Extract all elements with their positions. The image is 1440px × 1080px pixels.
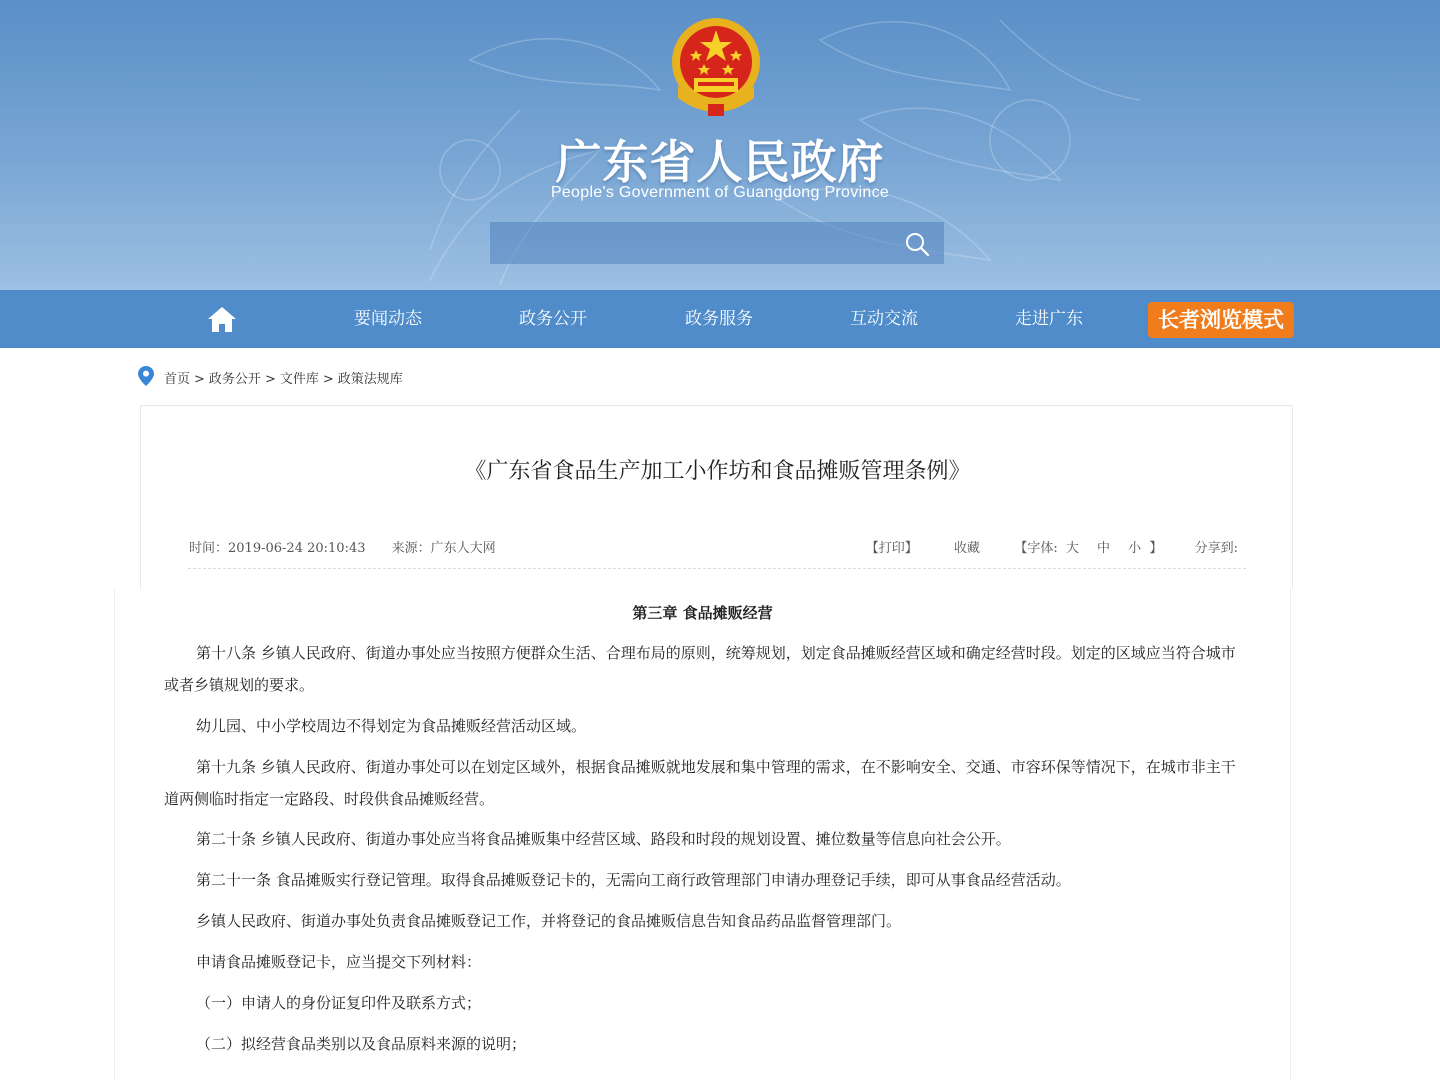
breadcrumb-home[interactable]: 首页: [164, 372, 191, 387]
source-value: 广东人大网: [430, 541, 496, 556]
article-header-panel: [140, 405, 1293, 589]
font-medium-button[interactable]: 中: [1097, 541, 1111, 556]
elder-mode-button[interactable]: 长者浏览模式: [1148, 302, 1294, 338]
publish-time-value: 2019-06-24 20:10:43: [228, 541, 366, 556]
location-pin-icon: [138, 366, 154, 386]
national-emblem-icon: [668, 16, 764, 120]
nav-item-gov-affairs[interactable]: 政务公开: [519, 309, 587, 329]
article-source: [392, 541, 496, 556]
search-input[interactable]: [490, 222, 890, 264]
paragraph: 第十九条 乡镇人民政府、街道办事处可以在划定区域外，根据食品摊贩就地发展和集中管理的需求，在不影响安全、交通、市容环保等情况下，在城市非主干道两侧临时指定一定路段、时段供食品摊贩经营。: [164, 758, 1236, 808]
search-box: [490, 222, 944, 264]
article-meta: [189, 537, 518, 556]
print-button[interactable]: 【打印】: [865, 541, 918, 556]
divider: [188, 568, 1246, 569]
breadcrumb-separator: >: [194, 372, 205, 387]
article-tools: [866, 537, 1238, 556]
paragraph: 第二十一条 食品摊贩实行登记管理。取得食品摊贩登记卡的，无需向工商行政管理部门申请办理登记手续，即可从事食品经营活动。: [196, 871, 1071, 889]
breadcrumb-gov-affairs[interactable]: 政务公开: [208, 372, 261, 387]
paragraph: 乡镇人民政府、街道办事处负责食品摊贩登记工作，并将登记的食品摊贩信息告知食品药品监督管理部门。: [196, 912, 902, 930]
publish-time: [189, 541, 366, 556]
font-size-label: 【字体:: [1014, 541, 1058, 556]
search-icon[interactable]: [904, 231, 930, 257]
breadcrumb-separator: >: [264, 372, 276, 387]
paragraph: （一）申请人的身份证复印件及联系方式；: [196, 994, 482, 1012]
font-size-end: 】: [1149, 541, 1163, 556]
main-nav: [0, 290, 1440, 348]
nav-item-interaction[interactable]: 互动交流: [850, 309, 918, 329]
font-small-button[interactable]: 小: [1128, 541, 1142, 556]
font-large-button[interactable]: 大: [1065, 541, 1079, 556]
nav-item-news[interactable]: 要闻动态: [354, 309, 422, 329]
chapter-heading: 第三章 食品摊贩经营: [632, 604, 773, 622]
site-header: [0, 0, 1440, 290]
nav-item-about-guangdong[interactable]: 走进广东: [1015, 309, 1083, 329]
home-icon[interactable]: [206, 305, 238, 333]
site-title: 广东省人民政府: [555, 135, 885, 189]
nav-item-services[interactable]: 政务服务: [685, 309, 753, 329]
article-title: 《广东省食品生产加工小作坊和食品摊贩管理条例》: [464, 459, 971, 484]
paragraph: （二）拟经营食品类别以及食品原料来源的说明；: [196, 1035, 527, 1053]
paragraph: 幼儿园、中小学校周边不得划定为食品摊贩经营活动区域。: [196, 717, 587, 735]
site-subtitle: People's Government of Guangdong Province: [550, 184, 890, 201]
article-body: [114, 589, 1291, 1080]
paragraph: 第二十条 乡镇人民政府、街道办事处应当将食品摊贩集中经营区域、路段和时段的规划设置、摊位数量等信息向社会公开。: [196, 830, 1011, 848]
favorite-button[interactable]: 收藏: [954, 541, 981, 556]
source-label: 来源：: [391, 541, 431, 556]
share-button[interactable]: 分享到:: [1194, 541, 1238, 556]
breadcrumb-separator: >: [322, 372, 334, 387]
publish-time-label: 时间：: [189, 541, 229, 556]
paragraph: 申请食品摊贩登记卡，应当提交下列材料：: [196, 953, 482, 971]
breadcrumb-file-library[interactable]: 文件库: [279, 372, 319, 387]
paragraph: 第十八条 乡镇人民政府、街道办事处应当按照方便群众生活、合理布局的原则，统筹规划，划定食品摊贩经营区域和确定经营时段。划定的区域应当符合城市或者乡镇规划的要求。: [164, 644, 1236, 694]
breadcrumb-policy-library[interactable]: 政策法规库: [337, 372, 403, 387]
